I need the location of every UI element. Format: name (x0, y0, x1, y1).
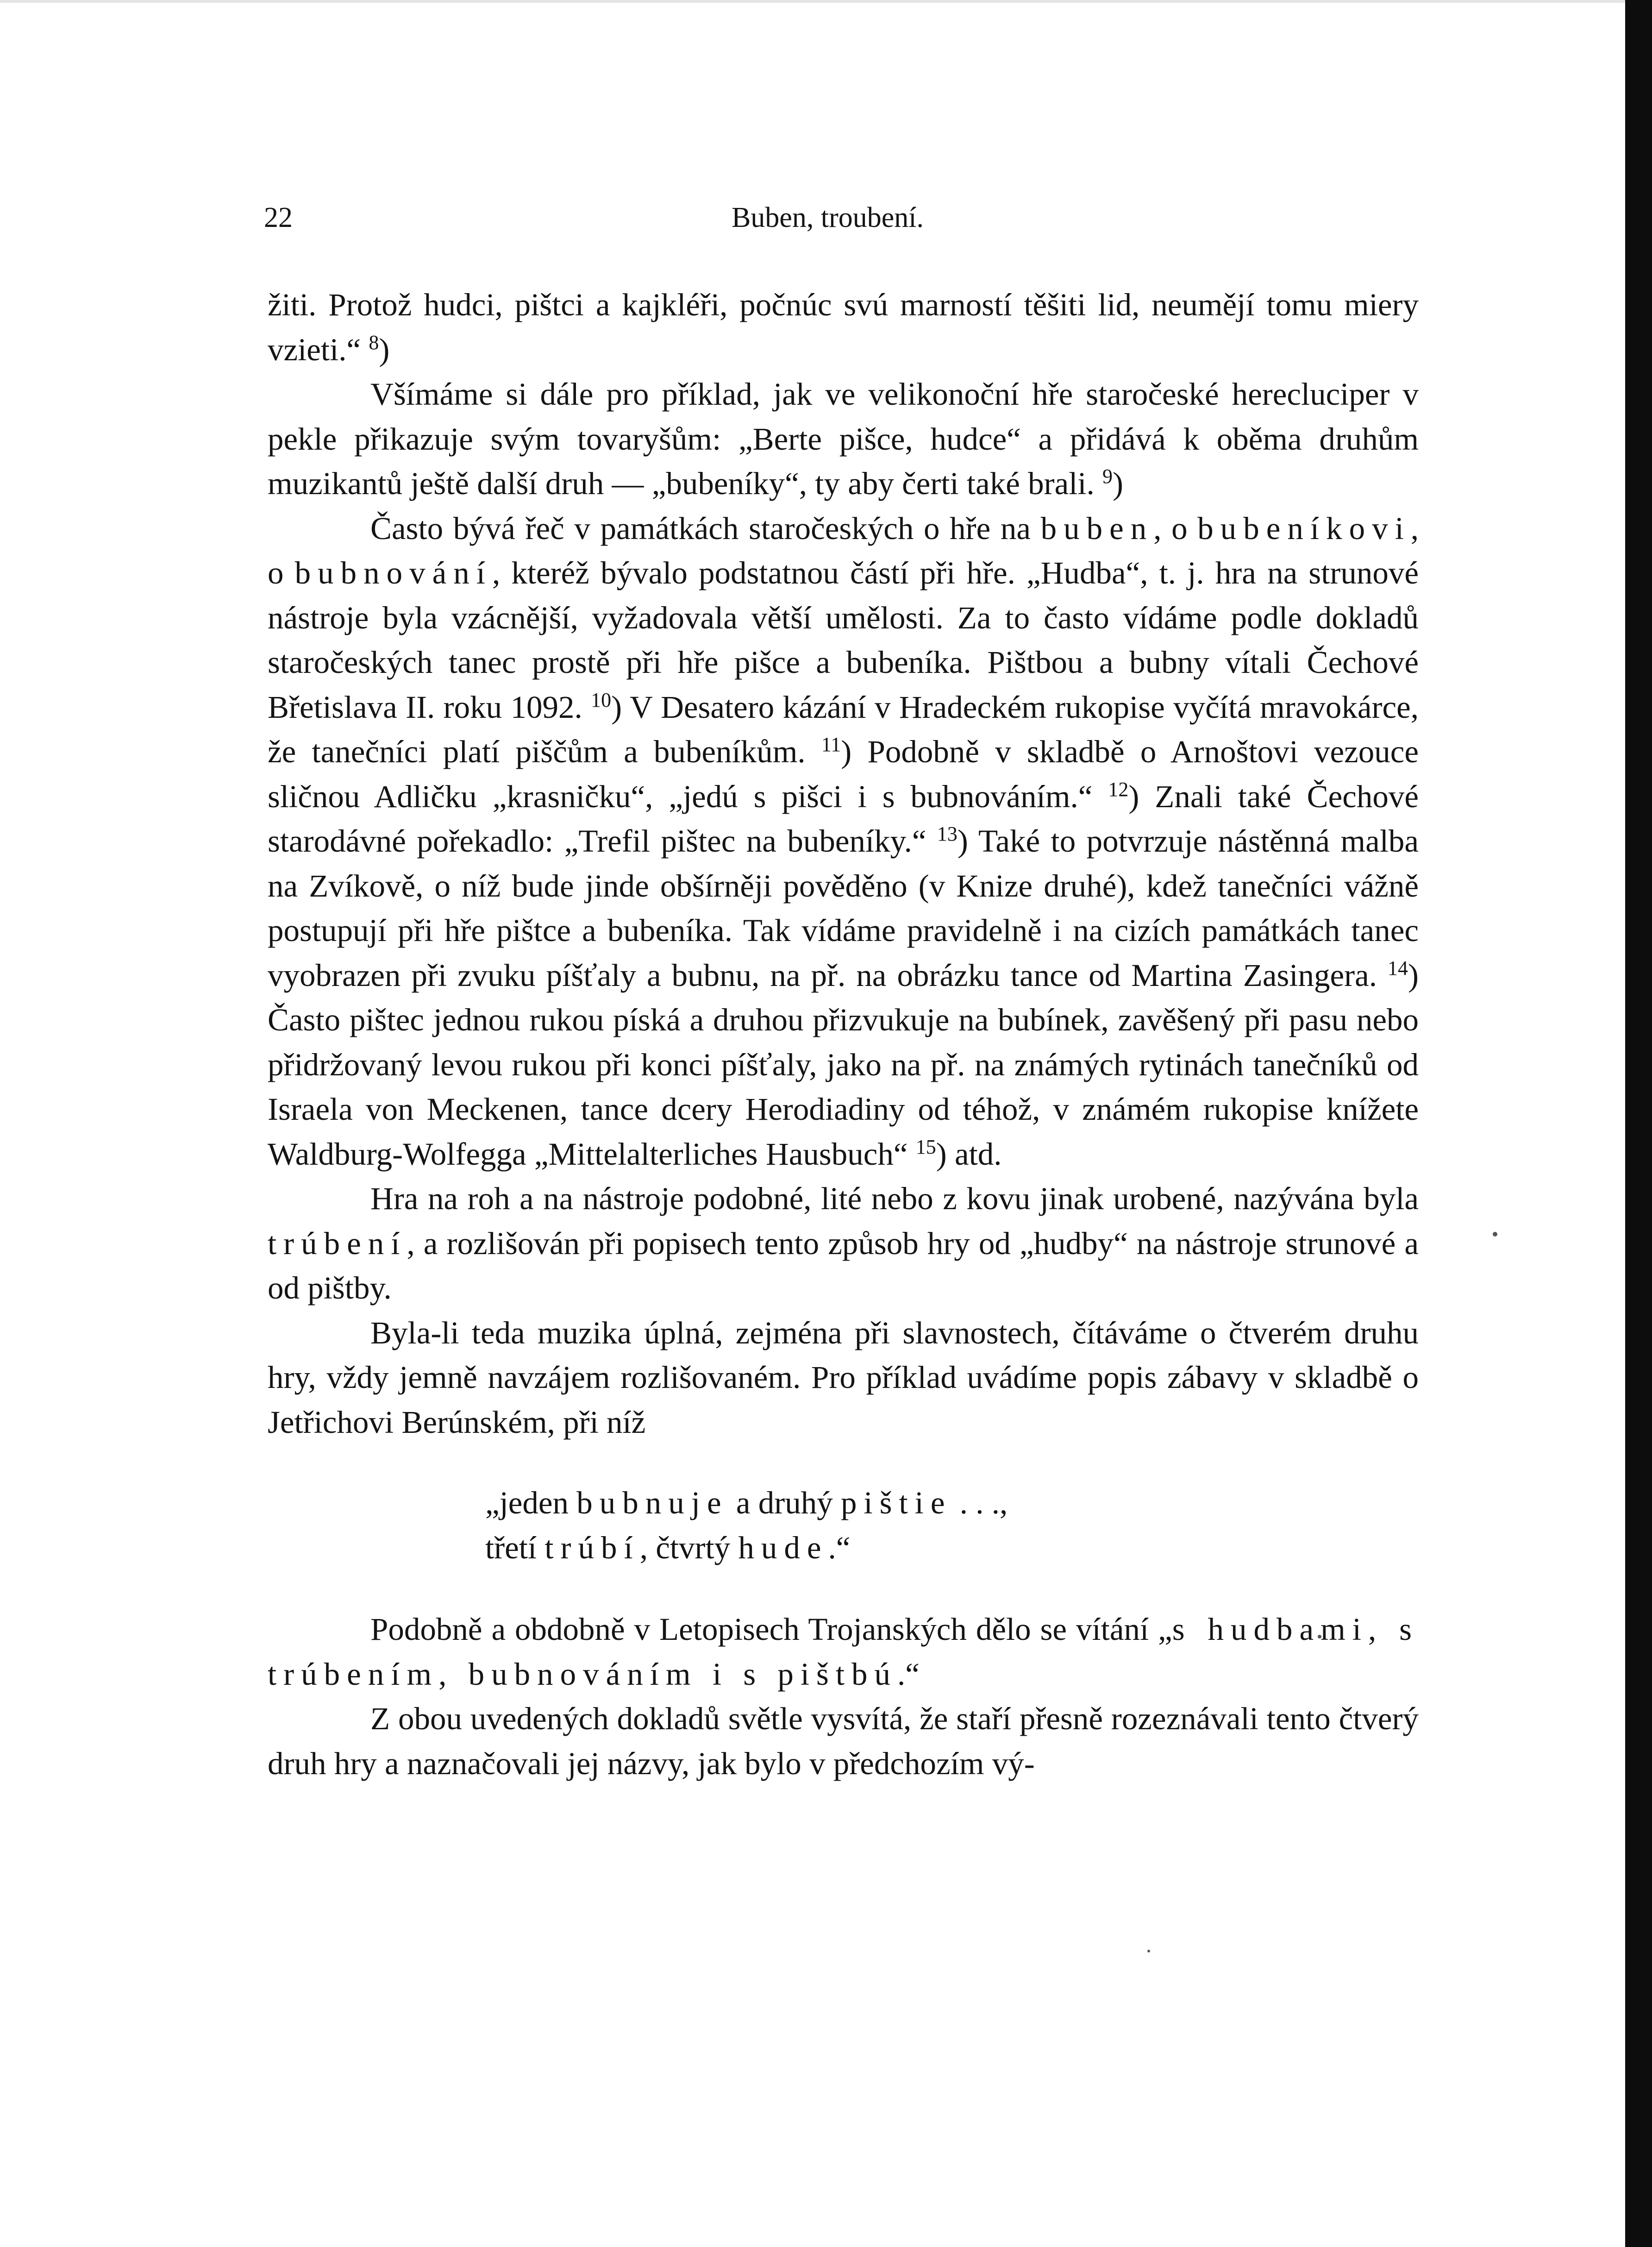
footnote-ref: 13 (937, 822, 957, 845)
footnote-ref: 15 (915, 1135, 936, 1158)
footnote-ref: 8 (369, 331, 379, 354)
footnote-ref: 11 (821, 733, 841, 756)
footnote-ref: 14 (1388, 956, 1408, 979)
paragraph: Všímáme si dále pro příklad, jak ve velikonoční hře staročeské herecluciper v pekle přikazuje svým tovaryšům: „Berte pišce, hudce“ a přidává k oběma druhům muzikantů ještě další druh — „bubeníky“, ty aby čerti také brali. $^9$) (268, 377, 1419, 501)
footnote-ref: 9 (1102, 465, 1113, 488)
footnote-ref: 10 (591, 688, 612, 711)
paragraph: Často bývá řeč v památkách staročeských o hře na buben, o bubeníkovi, o bubnování, kteréž bývalo podstatnou částí při hře. „Hudba“, t. j. hra na strunové nástroje byla vzácnější, vyžadovala větší umělosti. Za to často vídáme podle dokladů staročeských tanec prostě při hře pišce a bubeníka. Pištbou a bubny vítali Čechové Břetislava II. roku 1092. $^{10}$) V Desatero kázání v Hradeckém rukopise vyčítá mravokárce, že tanečníci platí piščům a bubeníkům. $^{11}$) Podobně v skladbě o Arnoštovi vezouce sličnou Adličku „krasničku“, „jedú s pišci i s bubnováním.“ $^{12}$) Znali také Čechové starodávné pořekadlo: „Trefil pištec na bubeníky.“ $^{13}$) Také to potvrzuje nástěnná malba na Zvíkově, o níž bude jinde obšírněji pověděno (v Knize druhé), kdež tanečníci vážně postupují při hře pištce a bubeníka. Tak vídáme pravidelně i na cizích památkách tanec vyobrazen při zvuku píšťaly a bubnu, na př. na obrázku tance od Martina Zasingera. $^{14}$) Často pištec jednou rukou píská a druhou přizvukuje na bubínek, zavěšený při pasu nebo přidržovaný levou rukou při konci píšťaly, jako na př. na známých rytinách tanečníků od Israela von Meckenen, tance dcery Herodiadiny od téhož, v známém rukopise knížete Waldburg-Wolfegga „Mittelalterliches Hausbuch“ $^{15}$) atd. (268, 510, 1419, 1172)
spaced-term: s hudbami, s trúbením, bubnováním i s pištbú (268, 1612, 1419, 1692)
spaced-term: trúbení (268, 1225, 407, 1261)
scan-right-edge (1625, 0, 1652, 2247)
scan-top-edge (0, 0, 1625, 3)
spaced-term: hude (738, 1530, 828, 1565)
verse-quote (485, 1481, 1419, 1570)
scan-speck (1493, 1232, 1497, 1236)
paragraph: Hra na roh a na nástroje podobné, lité nebo z kovu jinak urobené, nazývána byla trúbení, a rozlišován při popisech tento způsob hry od „hudby“ na nástroje strunové a od pištby. (268, 1181, 1419, 1306)
page-header (264, 195, 1421, 241)
footnote-ref: 12 (1108, 778, 1129, 801)
verse-line: třetí trúbí, čtvrtý hude.“ (485, 1530, 851, 1565)
page-number: 22 (264, 202, 293, 233)
spaced-term: bubnuje (576, 1485, 728, 1520)
spaced-term: pištie (840, 1485, 952, 1520)
paragraph: Podobně a obdobně v Letopisech Trojanských dělo se vítání „s hudbami, s trúbením, bubnováním i s pištbú.“ (268, 1612, 1419, 1692)
running-title: Buben, troubení. (732, 202, 924, 233)
paragraph: Z obou uvedených dokladů světle vysvítá, že staří přesně rozeznávali tento čtverý druh hry a naznačovali jej názvy, jak bylo v předchozím vý- (268, 1701, 1419, 1781)
spaced-term: trúbí (544, 1530, 640, 1565)
scan-speck (1147, 1950, 1150, 1952)
paragraph: Byla-li teda muzika úplná, zejména při slavnostech, čítáváme o čtverém druhu hry, vždy jemně navzájem rozlišovaném. Pro příklad uvádíme popis zábavy v skladbě o Jetřichovi Berúnském, při níž (268, 1315, 1419, 1440)
spaced-term: bubnování (294, 555, 492, 590)
page-body (268, 282, 1419, 1786)
spaced-term: buben (1040, 510, 1154, 546)
spaced-term: bubeníkovi (1197, 510, 1411, 546)
verse-line: „jeden bubnuje a druhý pištie . . ., (485, 1485, 1008, 1520)
paragraph: žiti. Protož hudci, pištci a kajkléři, počnúc svú marností těšiti lid, neumějí tomu miery vzieti.“ $^8$) (268, 287, 1419, 367)
